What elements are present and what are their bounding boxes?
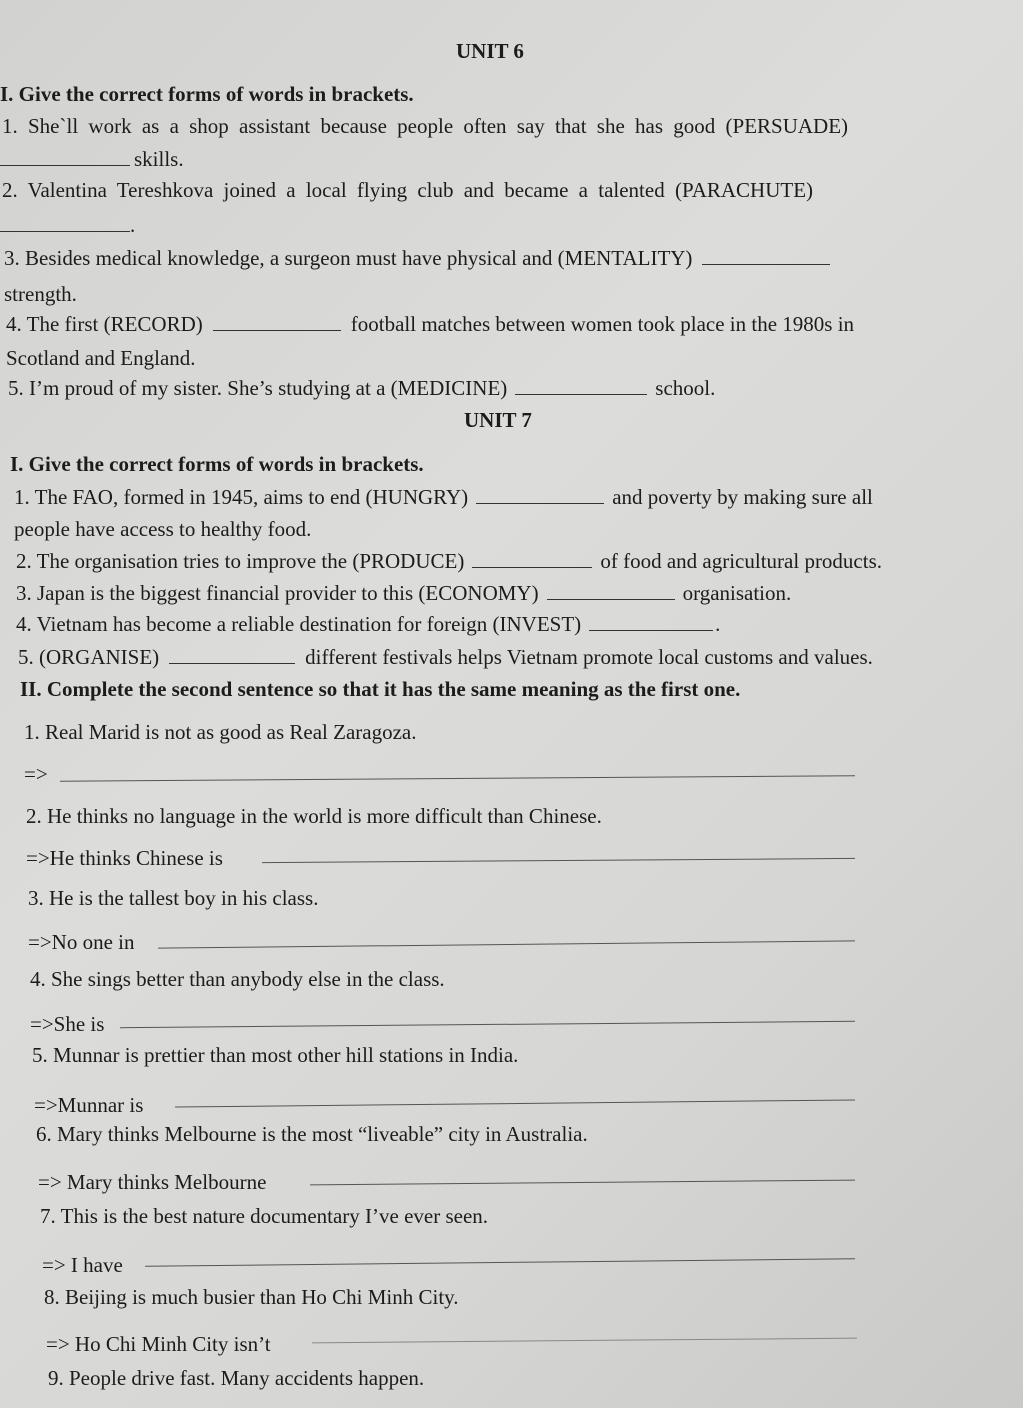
u7-q2 — [16, 548, 882, 574]
rewrite-p2: =>He thinks Chinese is — [26, 846, 223, 870]
unit6-title: UNIT 6 — [456, 39, 524, 63]
answer-blank[interactable] — [0, 147, 130, 166]
u6-q1-tail: skills. — [134, 147, 184, 171]
rewrite-q9: 9. People drive fast. Many accidents happen. — [48, 1366, 425, 1390]
u7-q1-cont: people have access to healthy food. — [14, 517, 312, 541]
rewrite-p3: =>No one in — [28, 930, 135, 954]
u7-q2-text: 2. The organisation tries to improve the (PRODUCE) — [16, 549, 465, 573]
answer-line[interactable] — [312, 1338, 857, 1344]
u7-q2-tail: of food and agricultural products. — [600, 549, 883, 573]
rewrite-q5: 5. Munnar is prettier than most other hill stations in India. — [32, 1043, 519, 1067]
u6-q5-tail: school. — [655, 376, 716, 400]
unit7-title: UNIT 7 — [464, 408, 532, 432]
answer-line[interactable] — [120, 1021, 855, 1028]
u6-q2-tail: . — [130, 213, 136, 237]
rewrite-q4: 4. She sings better than anybody else in the class. — [30, 967, 445, 991]
u7-q3-text: 3. Japan is the biggest financial provider to this (ECONOMY) — [16, 581, 539, 605]
rewrite-q2: 2. He thinks no language in the world is more difficult than Chinese. — [26, 804, 602, 828]
unit7-section2-heading: II. Complete the second sentence so that it has the same meaning as the first one. — [20, 677, 741, 701]
u7-q4-tail: . — [715, 612, 721, 636]
rewrite-p8: => Ho Chi Minh City isn’t — [46, 1332, 271, 1356]
u7-q4 — [16, 611, 720, 637]
u6-q5 — [8, 375, 715, 401]
answer-line[interactable] — [60, 775, 855, 782]
rewrite-p4: =>She is — [30, 1012, 105, 1036]
u7-q4-text: 4. Vietnam has become a reliable destination for foreign (INVEST) — [16, 612, 582, 636]
answer-blank[interactable] — [515, 376, 647, 395]
rewrite-p1: => — [24, 762, 48, 786]
rewrite-q3: 3. He is the tallest boy in his class. — [28, 886, 319, 910]
answer-blank[interactable] — [169, 645, 295, 664]
answer-blank[interactable] — [589, 612, 713, 631]
u6-q4-cont: Scotland and England. — [6, 346, 196, 370]
rewrite-q6: 6. Mary thinks Melbourne is the most “liveable” city in Australia. — [36, 1122, 588, 1146]
answer-line[interactable] — [175, 1099, 855, 1107]
u6-q5-text: 5. I’m proud of my sister. She’s studying at a (MEDICINE) — [8, 376, 508, 400]
unit6-section-heading: I. Give the correct forms of words in brackets. — [0, 82, 414, 106]
rewrite-p5: =>Munnar is — [34, 1093, 144, 1117]
u6-q2: 2. Valentina Tereshkova joined a local flying club and became a talented (PARACHUTE) — [2, 178, 814, 202]
answer-line[interactable] — [158, 940, 855, 948]
u6-q3-text: 3. Besides medical knowledge, a surgeon must have physical and (MENTALITY) — [4, 246, 693, 270]
u7-q5-text: 5. (ORGANISE) — [18, 645, 160, 669]
u7-q3-tail: organisation. — [682, 581, 792, 605]
u6-q1-cont — [0, 146, 184, 172]
u6-q4-tail: football matches between women took place in the 1980s in — [350, 312, 855, 336]
answer-blank[interactable] — [213, 312, 341, 331]
rewrite-q7: 7. This is the best nature documentary I’ve ever seen. — [40, 1204, 489, 1228]
rewrite-q1: 1. Real Marid is not as good as Real Zaragoza. — [24, 720, 417, 744]
u7-q5 — [18, 644, 873, 670]
answer-line[interactable] — [310, 1180, 855, 1186]
u7-q1-tail: and poverty by making sure all — [612, 485, 873, 509]
answer-line[interactable] — [145, 1258, 855, 1266]
answer-blank[interactable] — [547, 581, 675, 600]
rewrite-q8: 8. Beijing is much busier than Ho Chi Minh City. — [44, 1285, 459, 1309]
answer-blank[interactable] — [702, 246, 830, 265]
answer-blank[interactable] — [476, 485, 604, 504]
u7-q1 — [14, 484, 873, 510]
u7-q3 — [16, 580, 791, 606]
u7-q5-tail: different festivals helps Vietnam promote local customs and values. — [305, 645, 873, 669]
u6-q3-cont: strength. — [4, 282, 77, 306]
u7-q1-text: 1. The FAO, formed in 1945, aims to end (HUNGRY) — [14, 485, 469, 509]
u6-q4-text: 4. The first (RECORD) — [6, 312, 203, 336]
answer-line[interactable] — [262, 858, 855, 863]
answer-blank[interactable] — [472, 549, 592, 568]
rewrite-p7: => I have — [42, 1253, 123, 1277]
unit7-section1-heading: I. Give the correct forms of words in brackets. — [10, 452, 424, 476]
u6-q3 — [4, 245, 834, 271]
rewrite-p6: => Mary thinks Melbourne — [38, 1170, 267, 1194]
u6-q1: 1. She`ll work as a shop assistant because people often say that she has good (PERSUADE) — [2, 114, 849, 138]
u6-q2-cont — [0, 212, 135, 238]
u6-q4 — [6, 311, 854, 337]
answer-blank[interactable] — [0, 213, 130, 232]
